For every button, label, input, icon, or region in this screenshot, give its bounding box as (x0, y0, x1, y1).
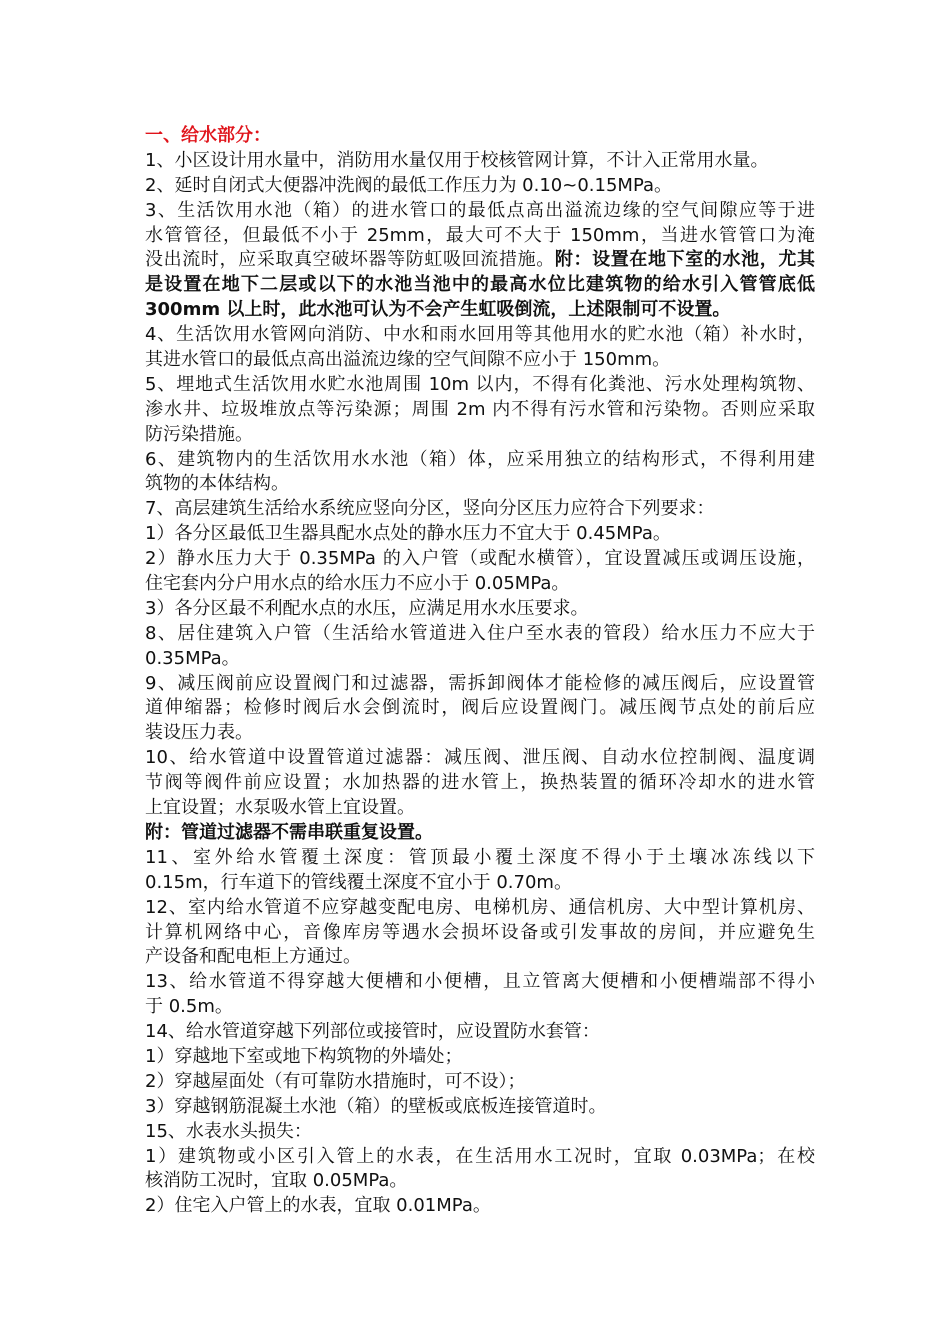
paragraph (145, 547, 815, 597)
paragraph (145, 1120, 815, 1145)
text-line: 12、室内给水管道不应穿越变配电房、电梯机房、通信机房、大中型计算机房、 (145, 896, 815, 918)
paragraph (145, 373, 815, 448)
paragraph (145, 821, 815, 846)
text-line: 3）各分区最不利配水点的水压，应满足用水水压要求。 (145, 597, 589, 619)
text-line: 节阀等阀件前应设置；水加热器的进水管上，换热装置的循环冷却水的进水管 (145, 772, 815, 794)
text-line: 3、生活饮用水池（箱）的进水管口的最低点高出溢流边缘的空气间隙应等于进 (145, 199, 815, 221)
text-line: 核消防工况时，宜取 0.05MPa。 (145, 1170, 408, 1192)
paragraph (145, 746, 815, 821)
text-line: 1）建筑物或小区引入管上的水表，在生活用水工况时，宜取 0.03MPa；在校 (145, 1145, 815, 1167)
text-line: 上宜设置；水泵吸水管上宜设置。 (145, 797, 415, 819)
text-line: 2）静水压力大于 0.35MPa 的入户管（或配水横管），宜设置减压或调压设施， (145, 548, 815, 570)
text-line (145, 273, 815, 298)
text-line: 3）穿越钢筋混凝土水池（箱）的壁板或底板连接管道时。 (145, 1095, 607, 1117)
paragraph (145, 672, 815, 747)
paragraph-list (145, 149, 815, 1219)
text-line: 2、延时自闭式大便器冲洗阀的最低工作压力为 0.10~0.15MPa。 (145, 174, 673, 196)
bold-note-text: 300mm 以上时，此水池可认为不会产生虹吸倒流，上述限制可不设置。 (145, 299, 731, 321)
paragraph (145, 846, 815, 896)
text-line: 2）住宅入户管上的水表，宜取 0.01MPa。 (145, 1195, 491, 1217)
bold-note-text: 附：设置在地下室的水池，尤其 (554, 249, 815, 271)
text-line: 13、给水管道不得穿越大便槽和小便槽，且立管离大便槽和小便槽端部不得小 (145, 971, 815, 993)
text-line: 14、给水管道穿越下列部位或接管时，应设置防水套管： (145, 1021, 600, 1043)
paragraph (145, 1095, 815, 1120)
paragraph (145, 970, 815, 1020)
paragraph (145, 522, 815, 547)
paragraph (145, 497, 815, 522)
text-line: 住宅套内分户用水点的给水压力不应小于 0.05MPa。 (145, 573, 570, 595)
text-line (145, 821, 815, 846)
text-line: 计算机网络中心，音像库房等遇水会损坏设备或引发事故的房间，并应避免生 (145, 921, 815, 943)
text-line: 15、水表水头损失： (145, 1120, 312, 1142)
text-line: 6、建筑物内的生活饮用水水池（箱）体，应采用独立的结构形式，不得利用建 (145, 448, 815, 470)
bold-note-text: 附：管道过滤器不需串联重复设置。 (145, 821, 433, 843)
text-line: 9、减压阀前应设置阀门和过滤器，需拆卸阀体才能检修的减压阀后，应设置管 (145, 672, 815, 694)
text-line: 装设压力表。 (145, 722, 253, 744)
text-line: 筑物的本体结构。 (145, 473, 289, 495)
text-line: 道伸缩器；检修时阀后水会倒流时，阀后应设置阀门。减压阀节点处的前后应 (145, 697, 815, 719)
text-segment: 没出流时，应采取真空破坏器等防虹吸回流措施。 (145, 249, 555, 271)
paragraph (145, 1070, 815, 1095)
text-line: 0.35MPa。 (145, 647, 240, 669)
text-line (145, 298, 815, 323)
text-line: 1、小区设计用水量中，消防用水量仅用于校核管网计算，不计入正常用水量。 (145, 149, 769, 171)
paragraph (145, 149, 815, 174)
paragraph (145, 1045, 815, 1070)
text-line: 10、给水管道中设置管道过滤器：减压阀、泄压阀、自动水位控制阀、温度调 (145, 747, 815, 769)
text-line: 2）穿越屋面处（有可靠防水措施时，可不设）； (145, 1070, 526, 1092)
paragraph (145, 448, 815, 498)
text-line: 7、高层建筑生活给水系统应竖向分区，竖向分区压力应符合下列要求： (145, 498, 715, 520)
paragraph (145, 323, 815, 373)
paragraph (145, 199, 815, 323)
text-line: 4、生活饮用水管网向消防、中水和雨水回用等其他用水的贮水池（箱）补水时， (145, 324, 815, 346)
bold-note-text: 是设置在地下二层或以下的水池当池中的最高水位比建筑物的给水引入管管底低 (145, 274, 815, 296)
text-line: 5、埋地式生活饮用水贮水池周围 10m 以内，不得有化粪池、污水处理构筑物、 (145, 373, 815, 395)
text-line: 1）各分区最低卫生器具配水点处的静水压力不宜大于 0.45MPa。 (145, 523, 671, 545)
paragraph (145, 1194, 815, 1219)
section-heading: 一、给水部分： (145, 125, 271, 146)
text-line: 0.15m，行车道下的管线覆土深度不宜小于 0.70m。 (145, 871, 572, 893)
paragraph (145, 174, 815, 199)
text-line (145, 248, 815, 273)
document-body (145, 124, 815, 1219)
paragraph (145, 622, 815, 672)
text-line: 产设备和配电柜上方通过。 (145, 946, 361, 968)
paragraph (145, 597, 815, 622)
paragraph (145, 1145, 815, 1195)
text-line: 于 0.5m。 (145, 996, 233, 1018)
paragraph (145, 896, 815, 971)
text-line: 其进水管口的最低点高出溢流边缘的空气间隙不应小于 150mm。 (145, 349, 671, 371)
text-line: 11、室外给水管覆土深度：管顶最小覆土深度不得小于土壤冰冻线以下 (145, 846, 815, 868)
text-line: 1）穿越地下室或地下构筑物的外墙处； (145, 1045, 463, 1067)
paragraph (145, 1020, 815, 1045)
text-line: 8、居住建筑入户管（生活给水管道进入住户至水表的管段）给水压力不应大于 (145, 622, 815, 644)
text-line: 渗水井、垃圾堆放点等污染源；周围 2m 内不得有污水管和污染物。否则应采取 (145, 398, 815, 420)
text-line: 水管管径，但最低不小于 25mm，最大可不大于 150mm，当进水管管口为淹 (145, 224, 815, 246)
text-line: 防污染措施。 (145, 423, 253, 445)
